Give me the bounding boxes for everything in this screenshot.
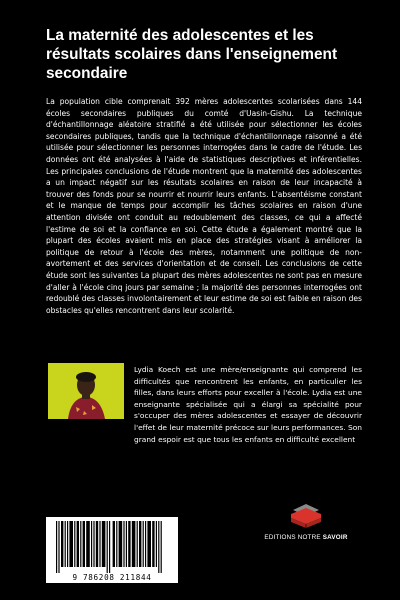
publisher-name: EDITIONS NOTRE SAVOIR: [264, 534, 348, 541]
author-photo: [48, 363, 124, 419]
isbn-digits: 9 786208 211844: [72, 573, 152, 582]
book-title: La maternité des adolescentes et les résultats scolaires dans l'enseignement secondaire: [46, 27, 338, 82]
publisher-block: [256, 502, 356, 541]
book-stack-logo-icon: [287, 502, 325, 530]
barcode-bars: [46, 517, 178, 575]
author-bio: Lydia Koech est une mère/enseignante qui comprend les difficultés que rencontrent les enfants, en particulier les filles, dans leurs efforts pour exceller à l'école. Lydia est une enseignante spécialisée qui a élargi sa spécialité pour s'occuper des mères adolescentes et essayer de découvrir l'effet de leur maternité précoce sur leurs performances. Son grand espoir est que tous les enfants en difficulté excellent: [134, 365, 362, 444]
isbn-barcode: [46, 517, 178, 583]
book-abstract: La population cible comprenait 392 mères adolescentes scolarisées dans 144 écoles secondaires publiques du comté d'Uasin-Gishu. La technique d'échantillonnage aléatoire stratifié a été utilisée pour sélectionner les écoles secondaires publiques, tandis que la technique d'échantillonnage raisonné a été utilisée pour sélectionner les personnes interrogées dans le cadre de l'étude. Les données ont été analysées à l'aide de statistiques descriptives et inférentielles. Les principales conclusions de l'étude montrent que la maternité des adolescentes a un impact négatif sur les résultats scolaires en raison de leur incapacité à trouver des fonds pour se nourrir et nourrir leurs enfants. L'absentéisme constant et le manque de temps pour accomplir les tâches scolaires en raison d'une attention divisée ont conduit au redoublement des classes, ce qui a affecté l'estime de soi et la confiance en soi. Cette étude a également montré que la plupart des écoles avaient mis en place des stratégies visant à améliorer la politique de retour à l'école des mères, notamment une politique de non-avortement et des services d'orientation et de conseil. Les conclusions de cette étude sont les suivantes La plupart des mères adolescentes ne sont pas en mesure d'aller à l'école cinq jours par semaine ; la majorité des personnes interrogées ont redoublé des classes involontairement et leur estime de soi est faible en raison des obstacles qu'elles rencontrent dans leur scolarité.: [46, 97, 362, 315]
